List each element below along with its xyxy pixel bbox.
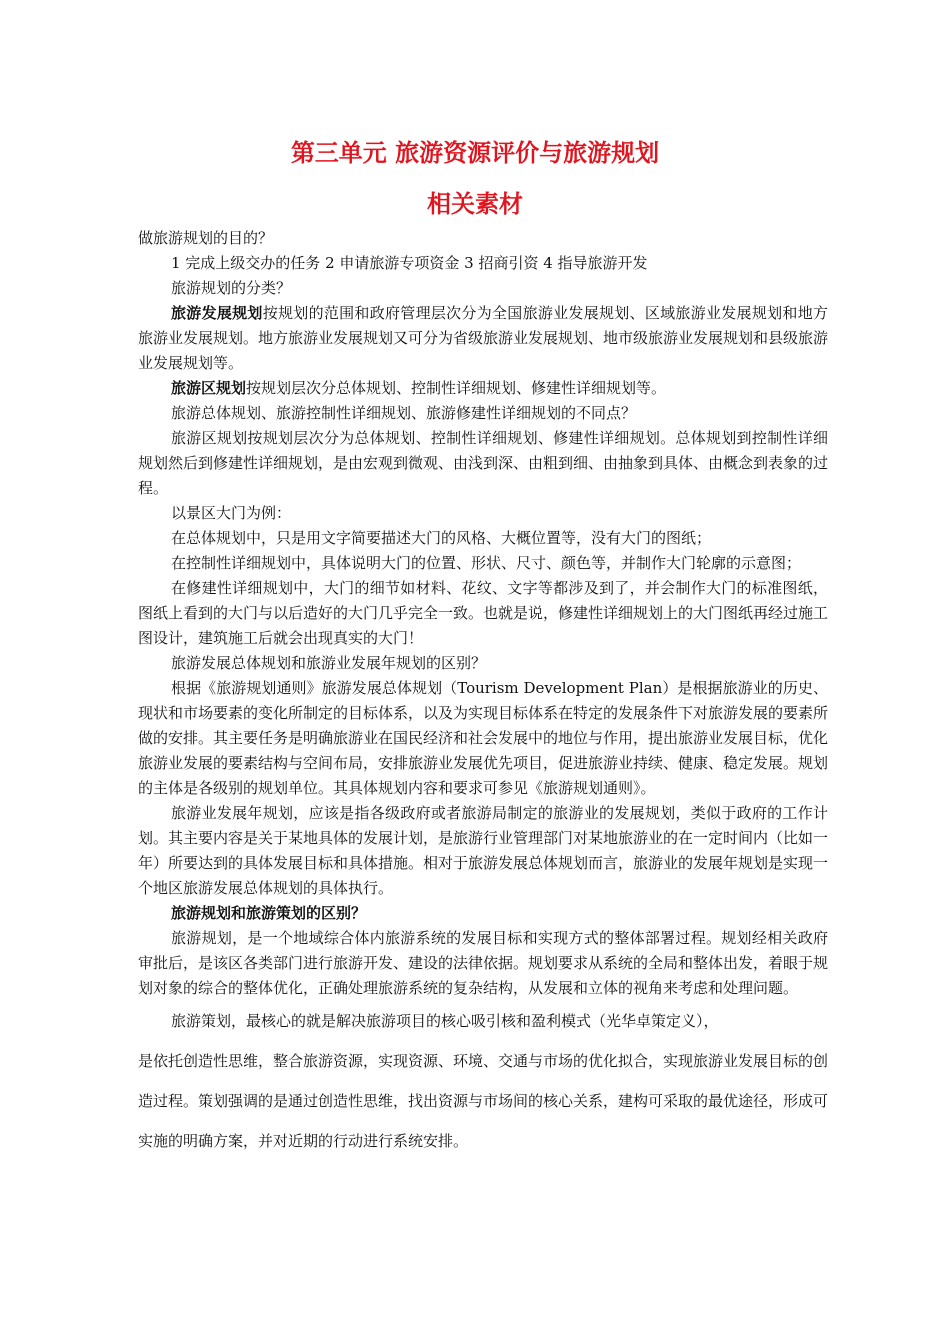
paragraph: 根据《旅游规划通则》旅游发展总体规划（Tourism Development Plan）是根据旅游业的历史、现状和市场要素的变化所制定的目标体系，以及为实现目标体系在特定的发展条件下对旅游发展的要素所做的安排。其主要任务是明确旅游业在国民经济和社会发展中的地位与作用，提出旅游业发展目标，优化旅游业发展的要素结构与空间布局，安排旅游业发展优先项目，促进旅游业持续、健康、稳定发展。规划的主体是各级别的规划单位。其具体规划内容和要求可参见《旅游规划通则》。 bbox=[138, 679, 829, 797]
paragraph: 旅游规划的分类？ bbox=[171, 279, 292, 297]
page-subtitle: 相关素材 bbox=[427, 190, 523, 218]
paragraph: 1 完成上级交办的任务 2 申请旅游专项资金 3 招商引资 4 指导旅游开发 bbox=[171, 254, 648, 272]
paragraph: 旅游区规划按规划层次分为总体规划、控制性详细规划、修建性详细规划。总体规划到控制性详细规划然后到修建性详细规划，是由宏观到微观、由浅到深、由粗到细、由抽象到具体、由概念到表象的过程。 bbox=[138, 429, 829, 497]
paragraph: 是依托创造性思维，整合旅游资源，实现资源、环境、交通与市场的优化拟合，实现旅游业发展目标的创造过程。策划强调的是通过创造性思维，找出资源与市场间的核心关系，建构可采取的最优途径，形成可实施的明确方案，并对近期的行动进行系统安排。 bbox=[138, 1052, 829, 1150]
paragraph: 做旅游规划的目的？ bbox=[138, 229, 274, 247]
paragraph: 旅游总体规划、旅游控制性详细规划、旅游修建性详细规划的不同点？ bbox=[171, 404, 637, 422]
paragraph: 在控制性详细规划中，具体说明大门的位置、形状、尺寸、颜色等，并制作大门轮廓的示意图； bbox=[171, 554, 802, 572]
paragraph: 旅游发展规划按规划的范围和政府管理层次分为全国旅游业发展规划、区域旅游业发展规划和地方旅游业发展规划。地方旅游业发展规划又可分为省级旅游业发展规划、地市级旅游业发展规划和县级旅游业发展规划等。 bbox=[138, 304, 829, 372]
paragraph: 在总体规划中，只是用文字简要描述大门的风格、大概位置等，没有大门的图纸； bbox=[171, 529, 712, 547]
paragraph: 旅游策划，最核心的就是解决旅游项目的核心吸引核和盈利模式（光华卓策定义）， bbox=[171, 1012, 719, 1030]
document-body bbox=[138, 226, 828, 1161]
paragraph: 旅游区规划按规划层次分总体规划、控制性详细规划、修建性详细规划等。 bbox=[171, 379, 667, 397]
paragraph: 在修建性详细规划中，大门的细节如材料、花纹、文字等都涉及到了，并会制作大门的标准图纸，图纸上看到的大门与以后造好的大门几乎完全一致。也就是说，修建性详细规划上的大门图纸再经过施工图设计，建筑施工后就会出现真实的大门！ bbox=[138, 579, 829, 647]
paragraph: 旅游规划，是一个地域综合体内旅游系统的发展目标和实现方式的整体部署过程。规划经相关政府审批后，是该区各类部门进行旅游开发、建设的法律依据。规划要求从系统的全局和整体出发，着眼于规划对象的综合的整体优化，正确处理旅游系统的复杂结构，从发展和立体的视角来考虑和处理问题。 bbox=[138, 929, 829, 997]
paragraph: 旅游发展总体规划和旅游业发展年规划的区别？ bbox=[171, 654, 487, 672]
paragraph: 以景区大门为例： bbox=[171, 504, 292, 522]
paragraph: 旅游规划和旅游策划的区别？ bbox=[171, 904, 367, 922]
page-title: 第三单元 旅游资源评价与旅游规划 bbox=[290, 139, 660, 167]
paragraph: 旅游业发展年规划，应该是指各级政府或者旅游局制定的旅游业的发展规划，类似于政府的工作计划。其主要内容是关于某地具体的发展计划，是旅游行业管理部门对某地旅游业的在一定时间内（比如一年）所要达到的具体发展目标和具体措施。相对于旅游发展总体规划而言，旅游业的发展年规划是实现一个地区旅游发展总体规划的具体执行。 bbox=[138, 804, 829, 897]
